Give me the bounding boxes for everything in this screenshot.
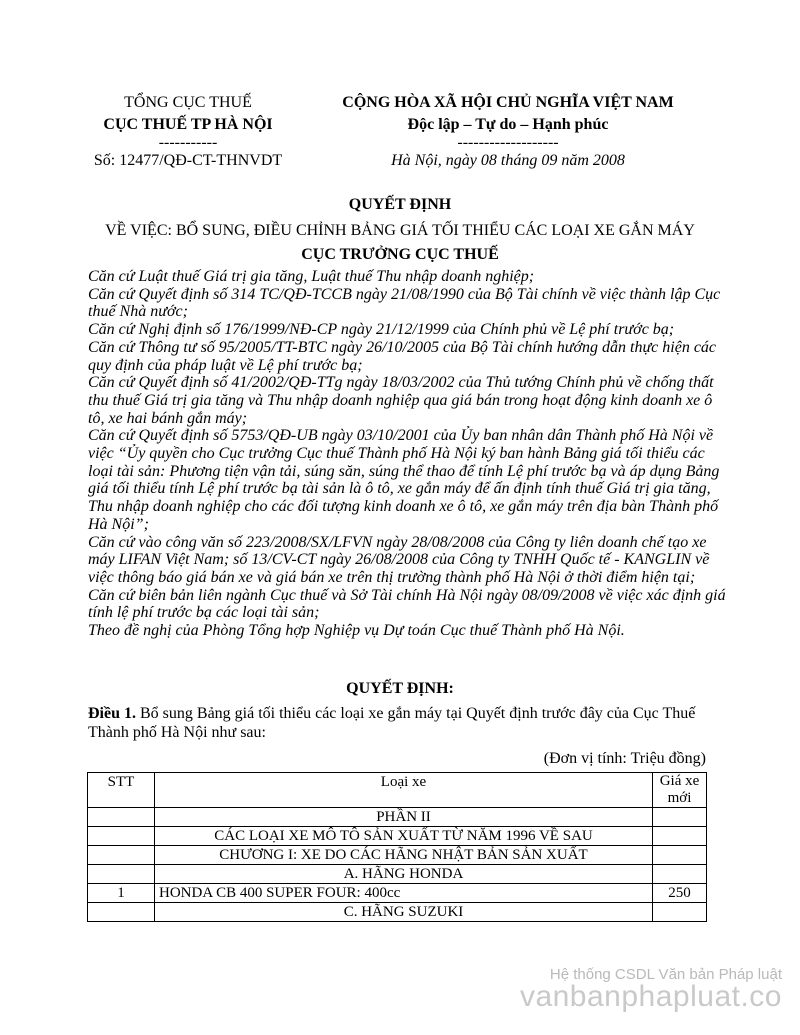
table-cell: PHẦN II: [155, 808, 653, 827]
table-cell: CHƯƠNG I: XE DO CÁC HÃNG NHẬT BẢN SẢN XUẤT: [155, 846, 653, 865]
table-cell: [653, 903, 707, 922]
citation: Căn cứ biên bản liên ngành Cục thuế và Sở Tài chính Hà Nội ngày 08/09/2008 về việc xác định giá tính lệ phí trước bạ các loại tài sản;: [88, 586, 726, 622]
header-vehicle-type: Loại xe: [155, 773, 653, 808]
motto: Độc lập – Tự do – Hạnh phúc: [407, 116, 609, 133]
table-row: [88, 846, 707, 865]
table-cell: [653, 808, 707, 827]
citation: Căn cứ vào công văn số 223/2008/SX/LFVN ngày 28/08/2008 của Công ty liên doanh chế tạo xe máy LIFAN Việt Nam; số 13/CV-CT ngày 26/08/2008 của Công ty TNHH Quốc tế - KANGLIN về việc thông báo giá bán xe và giá bán xe trên thị trường thành phố Hà Nội ở thời điểm hiện tại;: [88, 533, 710, 586]
article-1-label: Điều 1.: [88, 705, 136, 722]
table-row: [88, 808, 707, 827]
table-cell: [88, 903, 155, 922]
issuer-name: CỤC THUẾ TP HÀ NỘI: [103, 116, 273, 133]
table-cell: [653, 846, 707, 865]
table-row: [88, 865, 707, 884]
table-cell: C. HÃNG SUZUKI: [155, 903, 653, 922]
issuer-parent: TỔNG CỤC THUẾ: [124, 94, 252, 111]
table-cell: 250: [653, 884, 707, 903]
country-name: CỘNG HÒA XÃ HỘI CHỦ NGHĨA VIỆT NAM: [342, 94, 674, 111]
citation: Căn cứ Nghị định số 176/1999/NĐ-CP ngày 21/12/1999 của Chính phủ về Lệ phí trước bạ;: [88, 321, 675, 339]
table-row: [88, 827, 707, 846]
table-cell: [88, 865, 155, 884]
document-subject: VỀ VIỆC: BỔ SUNG, ĐIỀU CHỈNH BẢNG GIÁ TỐI THIỂU CÁC LOẠI XE GẮN MÁY: [105, 222, 695, 239]
table-cell: CÁC LOẠI XE MÔ TÔ SẢN XUẤT TỪ NĂM 1996 VỀ SAU: [155, 827, 653, 846]
national-motto-block: [298, 92, 718, 172]
issuing-authority: CỤC TRƯỞNG CỤC THUẾ: [301, 246, 499, 263]
table-cell: [88, 808, 155, 827]
price-table: [87, 772, 707, 922]
issuer-divider: -----------: [158, 134, 218, 151]
table-cell: A. HÃNG HONDA: [155, 865, 653, 884]
decision-heading: QUYẾT ĐỊNH:: [346, 680, 454, 697]
citation: Căn cứ Thông tư số 95/2005/TT-BTC ngày 26/10/2005 của Bộ Tài chính hướng dẫn thực hiện các quy định của pháp luật về Lệ phí trước bạ;: [88, 338, 717, 374]
table-row: [88, 884, 707, 903]
citation: Căn cứ Quyết định số 5753/QĐ-UB ngày 03/10/2001 của Ủy ban nhân dân Thành phố Hà Nội về việc “Ủy quyền cho Cục trưởng Cục thuế Thành phố Hà Nội ký ban hành Bảng giá tối thiểu các loại tài sản: Phương tiện vận tải, súng săn, súng thể thao để tính Lệ phí trước bạ và áp dụng Bảng giá tối thiểu tính Lệ phí trước bạ tài sản là ô tô, xe gắn máy để ấn định tính thuế Giá trị gia tăng, Thu nhập doanh nghiệp cho các đối tượng kinh doanh xe ô tô, xe gắn máy trên địa bàn Thành phố Hà Nội”;: [88, 427, 720, 533]
citation: Theo đề nghị của Phòng Tổng hợp Nghiệp vụ Dự toán Cục thuế Thành phố Hà Nội.: [88, 622, 625, 640]
header-stt: STT: [88, 773, 155, 808]
legal-citations: [88, 268, 728, 640]
header-new-price: Giá xe mới: [653, 773, 707, 808]
table-cell: [88, 846, 155, 865]
table-row: [88, 903, 707, 922]
place-date: Hà Nội, ngày 08 tháng 09 năm 2008: [391, 152, 625, 169]
article-1-text: Bổ sung Bảng giá tối thiểu các loại xe gắn máy tại Quyết định trước đây của Cục Thuế Thành phố Hà Nội như sau:: [88, 705, 696, 741]
citation: Căn cứ Luật thuế Giá trị gia tăng, Luật thuế Thu nhập doanh nghiệp;: [88, 268, 535, 285]
table-cell: [653, 827, 707, 846]
table-cell: 1: [88, 884, 155, 903]
watermark-caption: Hệ thống CSDL Văn bản Pháp luật: [549, 966, 782, 983]
motto-divider: -------------------: [457, 134, 559, 151]
citation: Căn cứ Quyết định số 41/2002/QĐ-TTg ngày 18/03/2002 của Thủ tướng Chính phủ về chống thất thu thuế Giá trị gia tăng và Thu nhập doanh nghiệp qua giá bán trong hoạt động kinh doanh xe ô tô, xe hai bánh gắn máy;: [88, 374, 714, 427]
article-1: [88, 704, 718, 742]
unit-note: (Đơn vị tính: Triệu đồng): [543, 750, 706, 767]
table-header-row: [88, 773, 707, 808]
table-cell: [653, 865, 707, 884]
document-title: QUYẾT ĐỊNH: [348, 196, 452, 213]
table-cell: [88, 827, 155, 846]
watermark-site: vanbanphapluat.co: [519, 980, 782, 1013]
table-cell: HONDA CB 400 SUPER FOUR: 400cc: [155, 884, 653, 903]
issuer-block: [88, 92, 288, 172]
document-number: Số: 12477/QĐ-CT-THNVDT: [93, 152, 283, 169]
citation: Căn cứ Quyết định số 314 TC/QĐ-TCCB ngày 21/08/1990 của Bộ Tài chính về việc thành lập Cục thuế Nhà nước;: [88, 285, 721, 321]
